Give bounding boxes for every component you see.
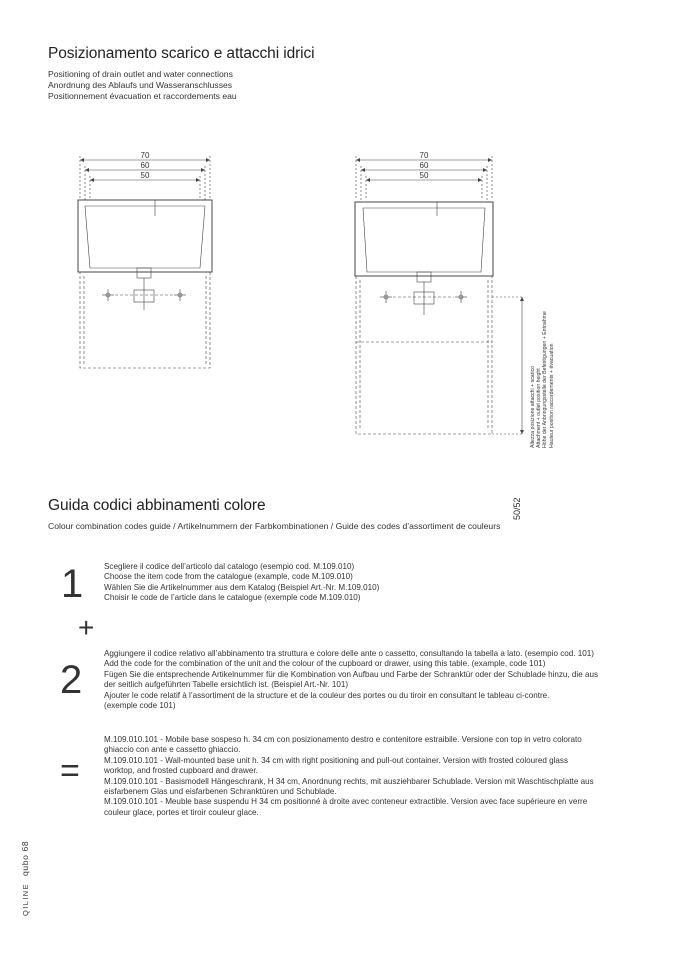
step-one-number: 1 <box>61 562 84 606</box>
step-one-line-de: Wählen Sie die Artikelnummer aus dem Katalog (Beispiel Art.-Nr. M.109.010) <box>104 582 380 592</box>
result-line: couleur glace, portes et tiroir couleur glace. <box>104 807 259 817</box>
dim-right-60: 60 <box>419 161 429 170</box>
height-labels <box>530 311 555 448</box>
height-label-it: Altezza posizione attacchi + scarico <box>530 365 536 448</box>
step-one-line-en: Choose the item code from the catalogue (example, code M.109.010) <box>104 572 353 582</box>
step-one-text <box>104 562 379 604</box>
result-line: M.109.010.101 - Mobile base sospeso h. 34 cm con posizionamento destro e contenitore estraibile. Versione con top in vetro colorato <box>104 735 582 744</box>
step-two-line: der seitlich aufgeführten Tabelle ersichtlich ist. (Beispiel Art.-Nr. 101) <box>104 680 349 690</box>
result-text <box>104 735 594 818</box>
section-title-positioning: Posizionamento scarico e attacchi idrici <box>48 45 315 62</box>
subtitle-en: Positioning of drain outlet and water connections <box>48 69 233 79</box>
section-subtitle-colour-guide: Colour combination codes guide / Artikelnummern der Farbkombinationen / Guide des codes d’assortiment de couleurs <box>48 521 501 531</box>
dim-left-70: 70 <box>140 151 150 160</box>
plus-symbol: + <box>78 612 95 643</box>
step-two-line: (exemple code 101) <box>104 701 176 711</box>
subtitle-fr: Positionnement évacuation et raccordements eau <box>48 91 237 101</box>
equals-symbol: = <box>60 752 80 790</box>
step-one-line-it: Scegliere il codice dell’articolo dal catalogo (esempio cod. M.109.010) <box>104 562 355 571</box>
step-two-line: Fügen Sie die entsprechende Artikelnummer für die Kombination von Aufbau und Farbe der Schranktür oder der Schublade hinzu, die aus <box>104 669 599 679</box>
result-line: M.109.010.101 - Wall-mounted base unit h. 34 cm with right positioning and pull-out container. Version with frosted coloured glass <box>104 755 569 765</box>
result-line: eisfarbenem Glas und eisfarbenen Schranktüren und Schublade. <box>104 787 337 797</box>
result-line: worktop, and frosted cupboard and drawer. <box>104 766 258 776</box>
step-one-line-fr: Choisir le code de l’article dans le catalogue (exemple code M.109.010) <box>104 593 361 603</box>
footer-side-label <box>20 841 30 916</box>
dim-right-50: 50 <box>419 171 429 180</box>
dim-right-70: 70 <box>419 151 429 160</box>
height-label-fr: Hauteur position raccordements + évacuation <box>548 343 555 448</box>
step-two-number: 2 <box>60 658 83 702</box>
dim-left-50: 50 <box>140 171 150 180</box>
subtitle-de: Anordnung des Ablaufs und Wasseranschlusses <box>48 80 233 90</box>
result-line: M.109.010.101 - Meuble base suspendu H 34 cm positionné à droite avec conteneur extractible. Version avec face supérieure en verre <box>104 797 588 807</box>
section-title-colour-guide: Guida codici abbinamenti colore <box>48 497 266 514</box>
step-two-line: Aggiungere il codice relativo all’abbinamento tra struttura e colore delle ante o cassetto, consultando la tabella a lato. (esempio cod. 101) <box>104 649 594 658</box>
step-two-line: Add the code for the combination of the unit and the colour of the cupboard or drawer, using this table. (example, code 101) <box>104 659 546 669</box>
step-two-text <box>104 649 598 711</box>
result-line: M.109.010.101 - Basismodell Hängeschrank, H 34 cm, Anordnung rechts, mit ausziehbarer Schublade. Version mit Waschtischplatte aus <box>104 776 594 786</box>
height-label-de: Höhe der Anbringungsstelle der Befestigungen + Entnahme <box>542 311 549 448</box>
footer-brand: QILINE <box>21 883 30 916</box>
height-label-en: Attachment + outlet position height <box>536 368 543 448</box>
footer-page: qubo 68 <box>20 840 30 876</box>
section-subtitles-positioning <box>48 69 237 102</box>
step-two-line: Ajouter le code relatif à l’assortiment de la structure et de la couleur des portes ou du tiroir en consultant le tableau ci-contre. <box>104 690 550 700</box>
result-line: ghiaccio con ante e cassetto ghiaccio. <box>104 745 241 755</box>
dim-height: 50/52 <box>512 497 522 520</box>
dim-left-60: 60 <box>140 161 150 170</box>
